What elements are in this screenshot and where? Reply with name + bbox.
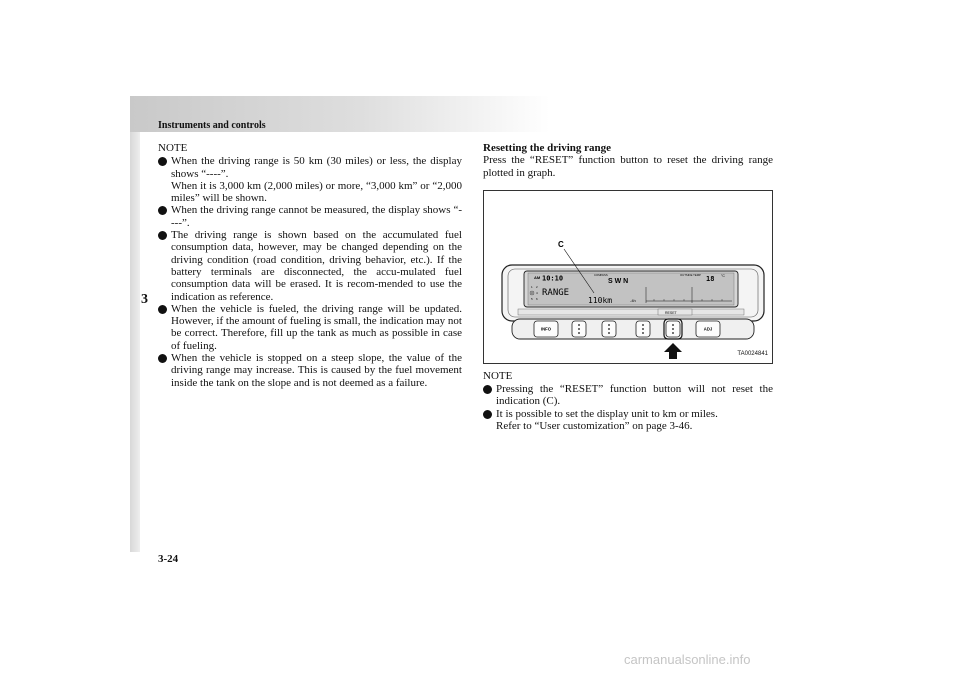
graph-time-label: -4h [630,297,636,303]
callout-c: C [558,239,564,249]
compass-label: COMPASS [594,272,608,277]
intro-paragraph: Press the “RESET” function button to reset the driving range plotted in graph. [483,154,773,179]
mode-digit: 6 [536,296,538,301]
reset-soft-label: RESET [665,310,677,315]
mode-digit: 5 [531,296,533,301]
note-item [158,303,462,352]
bullet-icon [483,385,492,394]
bullet-icon [483,410,492,419]
outside-temp-label: OUTSIDE TEMP [680,272,701,277]
note-text: When the vehicle is fueled, the driving range will be updated. However, if the amount of fueling is small, the indication may not be correct. Therefore, fill up the tank as much as possible in case of fueling. [171,302,462,352]
button-dot-icon [608,332,610,334]
display-figure [483,190,773,364]
bullet-icon [158,206,167,215]
button-dot-icon [608,328,610,330]
arrow-up-icon [664,343,682,359]
note-item [158,155,462,204]
note-text: The driving range is shown based on the accumulated fuel consumption data, however, may be changed depending on the driving condition (road condition, driving behavior, etc.). If the battery terminals are disconnected, the accu-mulated fuel consumption data will be erased. It is recom-mended to use the indication as reference. [171,229,462,303]
note-list [483,383,773,432]
section-title: Resetting the driving range [483,142,612,154]
right-column [483,142,773,432]
bullet-icon [158,231,167,240]
figure-code: TA0024841 [737,350,768,357]
button-dot-icon [672,328,674,330]
button-dot-icon [642,324,644,326]
left-column [158,142,462,389]
note-label: NOTE [483,369,513,382]
bullet-icon [158,305,167,314]
note-text: Refer to “User customization” on page 3-46. [496,420,693,433]
temp-readout: 18 [706,274,715,283]
button-dot-icon [672,324,674,326]
bullet-icon [158,157,167,166]
button-dot-icon [642,328,644,330]
compass-readout: S W N [608,277,629,285]
range-label: RANGE [542,287,570,298]
temp-unit: °C [721,273,725,278]
note-text: Pressing the “RESET” function button will not reset the indication (C). [496,383,773,408]
note-text: It is possible to set the display unit to km or miles. [496,407,718,420]
watermark: carmanualsonline.info [624,652,751,667]
mode-digit: 1 [531,284,533,289]
note-item [158,352,462,389]
button-dot-icon [672,332,674,334]
note-item [483,383,773,408]
note-label: NOTE [158,142,188,154]
mode-digit: 2 [536,284,538,289]
page-number: 3-24 [158,553,179,565]
note-item [158,229,462,303]
note-text: When the vehicle is stopped on a steep slope, the value of the driving range may increase. This is caused by the fuel movement inside the tank on the slope and is not deemed as a failure. [171,352,462,389]
running-header: Instruments and controls [158,120,266,131]
note-text: When the driving range cannot be measured, the display shows “----”. [171,204,462,229]
range-value: 110km [588,295,613,305]
am-label: AM [534,274,541,280]
button-dot-icon [608,324,610,326]
button-dot-icon [578,324,580,326]
info-button-label: INFO [540,326,552,332]
note-list [158,155,462,389]
clock-readout: 10:10 [542,274,564,283]
note-item [483,408,773,433]
bullet-icon [158,354,167,363]
mode-digit: 3 [531,290,533,295]
button-dot-icon [578,332,580,334]
button-dot-icon [578,328,580,330]
note-item [158,204,462,229]
adj-button-label: ADJ [703,326,713,332]
chapter-side-rule [130,132,140,552]
button-layer [484,191,772,363]
mode-digit: 4 [536,290,538,295]
chapter-number-tab: 3 [141,292,148,307]
note-text: When the driving range is 50 km (30 miles) or less, the display shows “----”. [171,155,462,180]
note-text: When it is 3,000 km (2,000 miles) or more, “3,000 km” or “2,000 miles” will be shown. [171,179,462,205]
button-dot-icon [642,332,644,334]
